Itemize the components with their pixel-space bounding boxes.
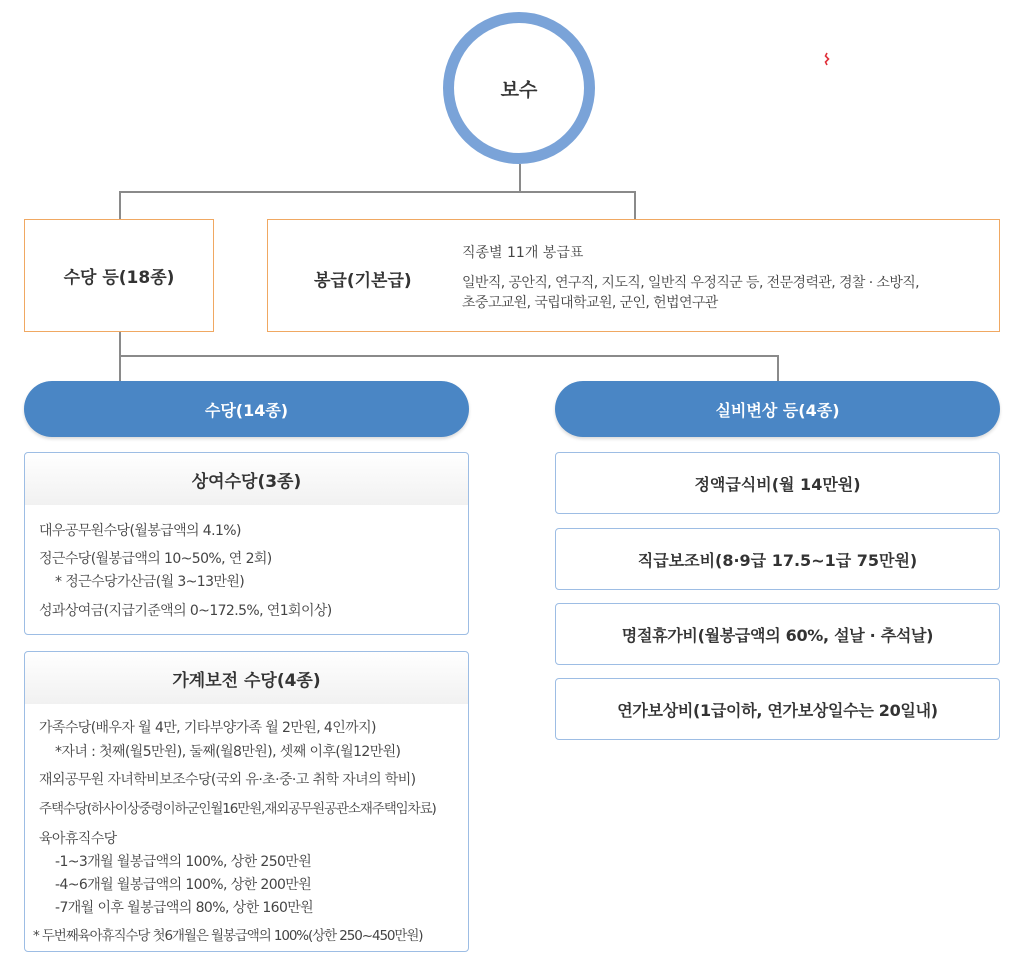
red-mark-icon — [824, 52, 830, 66]
bonus-item: 정근수당(월봉급액의 10~50%, 연 2회) — [39, 551, 272, 567]
expense-item-label: 연가보상비(1급이하, 연가보상일수는 20일내) — [617, 700, 938, 720]
salary-job-types-1: 일반직, 공안직, 연구직, 지도직, 일반직 우정직군 등, 전문경력관, 경찰 · 소방직, — [462, 275, 920, 291]
expense-item-leave-compensation — [555, 678, 1000, 740]
connector-top-horizontal — [119, 191, 635, 193]
expense-item-label: 명절휴가비(월봉급액의 60%, 설날 · 추석날) — [621, 625, 934, 645]
connector-root-down — [519, 164, 521, 192]
expense-compensation-pill — [555, 381, 1000, 437]
bonus-allowance-title: 상여수당(3종) — [25, 453, 468, 505]
household-item: * 두번째육아휴직수당 첫6개월은 월봉급액의 100%(상한 250~450만원) — [33, 928, 423, 944]
household-item: -4~6개월 월봉급액의 100%, 상한 200만원 — [55, 877, 312, 893]
household-item: 재외공무원 자녀학비보조수당(국외 유·초·중·고 취학 자녀의 학비) — [39, 772, 416, 788]
bonus-item: 대우공무원수당(월봉급액의 4.1%) — [39, 523, 241, 539]
allowance-box — [24, 219, 214, 332]
root-node — [443, 12, 595, 164]
bonus-item: * 정근수당가산금(월 3~13만원) — [55, 574, 245, 590]
root-label: 보수 — [500, 78, 538, 101]
connector-mid-horizontal — [119, 355, 778, 357]
salary-scale-count: 직종별 11개 봉급표 — [462, 245, 584, 261]
connector-to-expenses — [777, 355, 779, 381]
household-item: 주택수당(하사이상중령이하군인월16만원,재외공무원공관소재주택임차료) — [39, 801, 436, 817]
salary-box — [267, 219, 1000, 332]
household-item: 가족수당(배우자 월 4만, 기타부양가족 월 2만원, 4인까지) — [39, 720, 376, 736]
household-item: 육아휴직수당 — [39, 831, 117, 847]
salary-job-types-2: 초중고교원, 국립대학교원, 군인, 헌법연구관 — [462, 295, 718, 311]
expense-item-meal — [555, 452, 1000, 514]
allowance-label: 수당 등(18종) — [63, 268, 175, 288]
expense-item-rank-support — [555, 528, 1000, 590]
bonus-allowance-box — [24, 452, 469, 635]
household-item: -7개월 이후 월봉급액의 80%, 상한 160만원 — [55, 900, 314, 916]
connector-to-allowance — [119, 191, 121, 219]
household-item: -1~3개월 월봉급액의 100%, 상한 250만원 — [55, 854, 312, 870]
household-allowance-box — [24, 651, 469, 952]
expense-compensation-label: 실비변상 등(4종) — [715, 400, 840, 420]
household-allowance-title: 가계보전 수당(4종) — [25, 652, 468, 704]
connector-to-salary — [634, 191, 636, 219]
allowance-14-label: 수당(14종) — [204, 400, 289, 420]
expense-item-label: 정액급식비(월 14만원) — [694, 474, 861, 494]
household-item: *자녀 : 첫째(월5만원), 둘째(월8만원), 셋째 이후(월12만원) — [55, 744, 401, 760]
allowance-14-pill — [24, 381, 469, 437]
bonus-item: 성과상여금(지급기준액의 0~172.5%, 연1회이상) — [39, 603, 332, 619]
salary-label: 봉급(기본급) — [314, 271, 412, 291]
expense-item-label: 직급보조비(8·9급 17.5~1급 75만원) — [637, 550, 918, 570]
expense-item-holiday-bonus — [555, 603, 1000, 665]
